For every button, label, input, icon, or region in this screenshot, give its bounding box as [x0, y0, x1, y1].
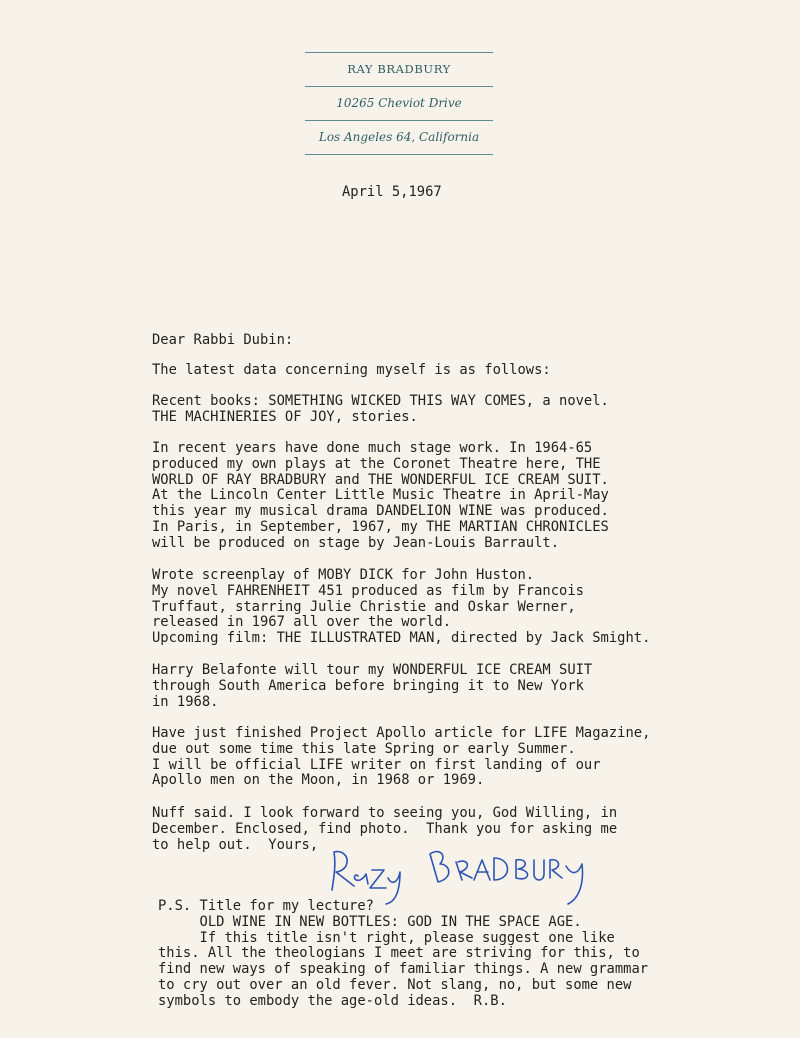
letterhead-name: RAY BRADBURY — [347, 62, 451, 76]
apollo-paragraph: Have just finished Project Apollo article for LIFE Magazine, due out some time this late Spring or early Summer. I will be official LIFE writer on first landing of our Apollo men on the Moon, in 1968 or 1969. — [152, 725, 651, 789]
postscript: P.S. Title for my lecture? OLD WINE IN NEW BOTTLES: GOD IN THE SPACE AGE. If this title isn't right, please suggest one like this. All the theologians I meet are striving for this, to find new ways of speaking of familiar things. A new grammar to cry out over an old fever. Not slang, no, but some new symbols to embody the age-old ideas. R.B. — [158, 898, 649, 1009]
books-paragraph: Recent books: SOMETHING WICKED THIS WAY COMES, a novel. THE MACHINERIES OF JOY, stories. — [152, 393, 609, 425]
salutation: Dear Rabbi Dubin: — [152, 332, 294, 348]
stage-paragraph: In recent years have done much stage work. In 1964-65 produced my own plays at the Coronet Theatre here, THE WORLD OF RAY BRADBURY and THE WONDERFUL ICE CREAM SUIT. At the Lincoln Center Little Music Theatre in April-May this year my musical drama DANDELION WINE was produced. In Paris, in September, 1967, my THE MARTIAN CHRONICLES will be produced on stage by Jean-Louis Barrault. — [152, 440, 609, 551]
intro-paragraph: The latest data concerning myself is as follows: — [152, 362, 551, 378]
closing-paragraph: Nuff said. I look forward to seeing you, God Willing, in December. Enclosed, find photo. Thank you for asking me to help out. Yours, — [152, 805, 618, 853]
letterhead-street: 10265 Cheviot Drive — [336, 96, 462, 110]
letterhead-rule — [305, 154, 493, 155]
belafonte-paragraph: Harry Belafonte will tour my WONDERFUL ICE CREAM SUIT through South America before bringing it to New York in 1968. — [152, 662, 593, 710]
letter-date: April 5,1967 — [342, 184, 442, 200]
film-paragraph: Wrote screenplay of MOBY DICK for John Huston. My novel FAHRENHEIT 451 produced as film by Francois Truffaut, starring Julie Christie and Oskar Werner, released in 1967 all over the world. Upcoming film: THE ILLUSTRATED MAN, directed by Jack Smight. — [152, 567, 651, 647]
letterhead — [305, 52, 493, 155]
letterhead-city: Los Angeles 64, California — [318, 130, 480, 144]
